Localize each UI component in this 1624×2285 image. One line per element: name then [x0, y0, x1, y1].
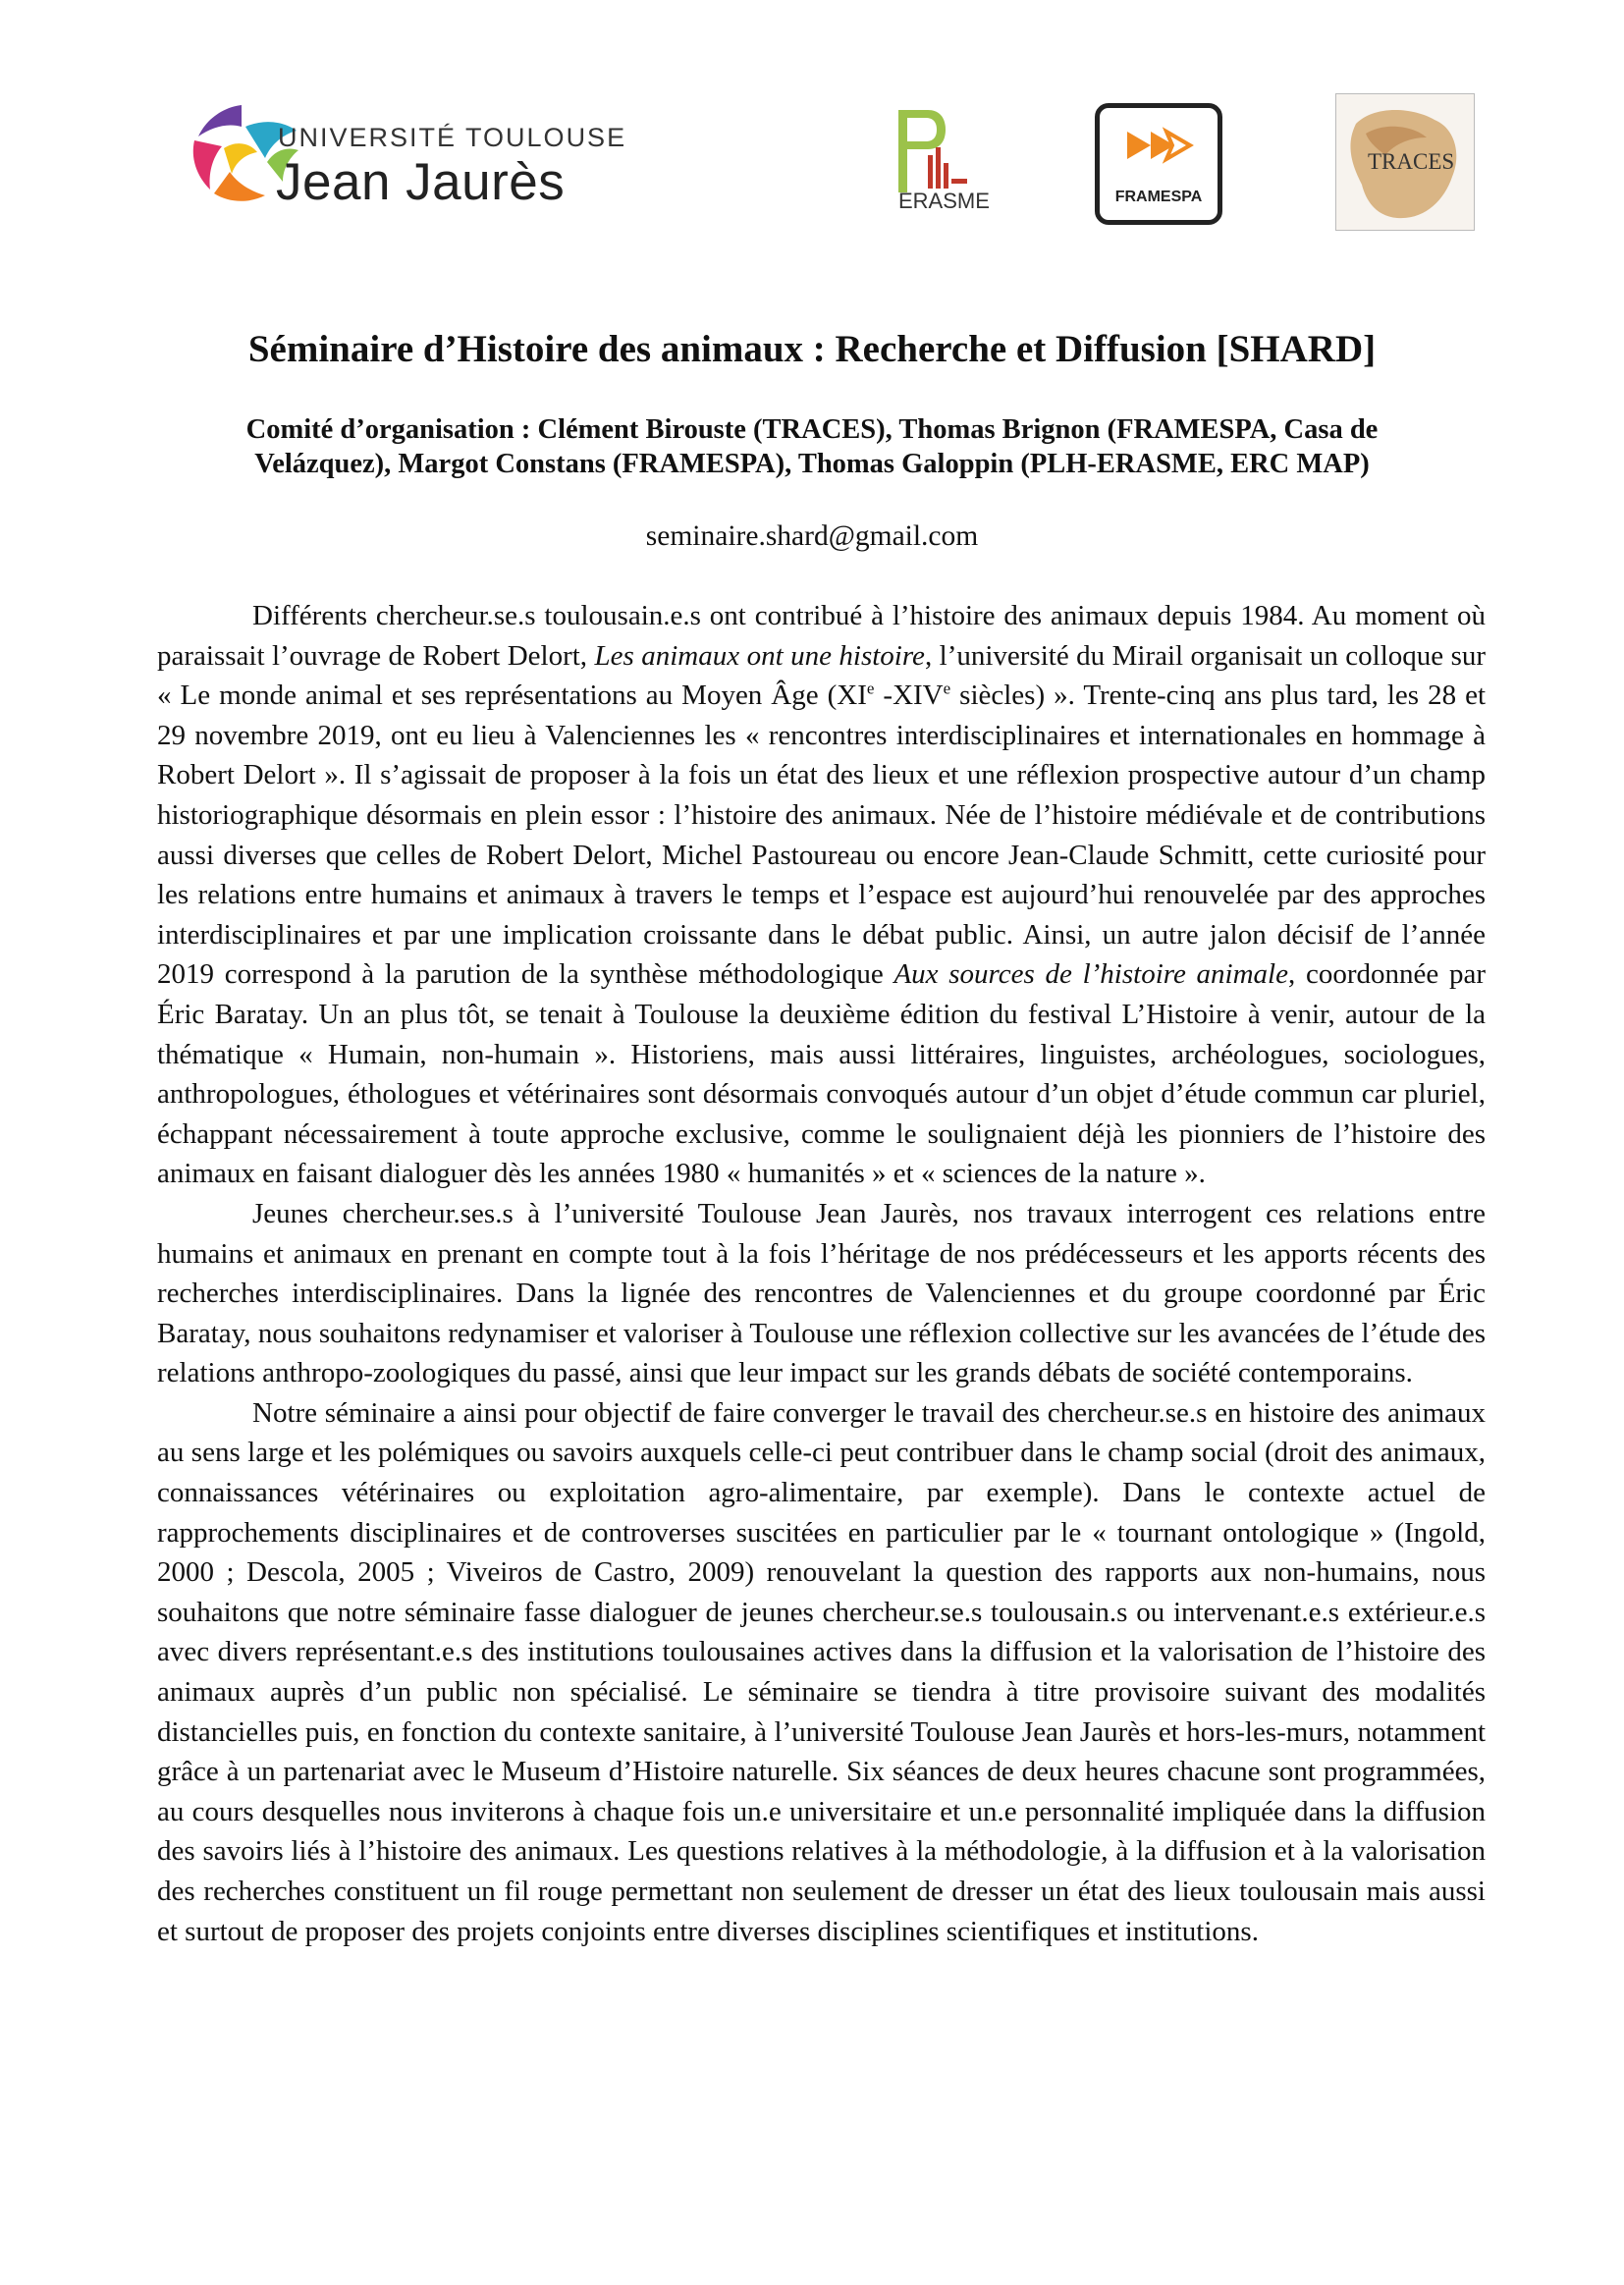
traces-logo	[1335, 93, 1475, 231]
p1-synthesis-title: Aux sources de l’histoire animale	[893, 958, 1288, 991]
paragraph-1	[157, 596, 1486, 1194]
plh-logo-text: ERASME	[898, 189, 990, 213]
framespa-logo-text: FRAMESPA	[1114, 189, 1203, 205]
p1-text-d: siècles) ». Trente-cinq ans plus tard, les 28 et 29 novembre 2019, ont eu lieu à Valenciennes les « rencontres interdisciplinaires et internationales en hommage à Robert Delort ». Il s’agissait de proposer à la fois un état des lieux et une réflexion prospective autour d’un champ historiographique désormais en plein essor : l’histoire des animaux. Née de l’histoire médiévale et de contributions aussi diverses que celles de Robert Delort, Michel Pastoureau ou encore Jean-Claude Schmitt, cette curiosité pour les relations entre humains et animaux à travers le temps et l’espace est aujourd’hui renouvelée par des approches interdisciplinaires et par une implication croissante dans le débat public. Ainsi, un autre jalon décisif de l’année 2019 correspond à la parution de la synthèse méthodologique	[157, 680, 1487, 991]
p1-text-e: , coordonnée par Éric Baratay. Un an plus tôt, se tenait à Toulouse la deuxième édition du festival L’Histoire à venir, autour de la thématique « Humain, non-humain ». Historiens, mais aussi littéraires, linguistes, archéologues, sociologues, anthropologues, éthologues et vétérinaires sont désormais convoqués autour d’un objet d’étude commun car pluriel, échappant nécessairement à toute approche exclusive, comme le soulignaient déjà les pionniers de l’histoire des animaux en faisant dialoguer dès les années 1980 « humanités » et « sciences de la nature ».	[157, 958, 1486, 1190]
framespa-logo	[1095, 103, 1222, 225]
body-text	[157, 596, 1486, 1951]
ut-logo-line2: Jean Jaurès	[276, 153, 566, 211]
p1-superscript-1: e	[866, 679, 875, 698]
framespa-arrows-icon	[1100, 108, 1218, 187]
paragraph-2: Jeunes chercheur.ses.s à l’université Toulouse Jean Jaurès, nos travaux interrogent ces relations entre humains et animaux en prenant en compte tout à la fois l’héritage de nos prédécesseurs et les apports récents des recherches interdisciplinaires. Dans la lignée des rencontres de Valenciennes et du groupe coordonné par Éric Baratay, nous souhaitons redynamiser et valoriser à Toulouse une réflexion collective sur les avancées de l’étude des relations anthropo-zoologiques du passé, ainsi que leur impact sur les grands débats de société contemporains.	[157, 1197, 1486, 1389]
plh-erasme-logo	[889, 108, 1016, 226]
logo-bar	[0, 93, 1624, 241]
paragraph-3: Notre séminaire a ainsi pour objectif de faire converger le travail des chercheur.se.s en histoire des animaux au sens large et les polémiques ou savoirs auxquels celle-ci peut contribuer dans le champ social (droit des animaux, connaissances vétérinaires ou exploitation agro-alimentaire, par exemple). Dans le contexte actuel de rapprochements disciplinaires et de controverses suscitées en particulier par le « tournant ontologique » (Ingold, 2000 ; Descola, 2005 ; Viveiros de Castro, 2009) renouvelant la question des rapports aux non-humains, nous souhaitons que notre séminaire fasse dialoguer de jeunes chercheur.se.s toulousain.s ou intervenant.e.s extérieur.e.s avec divers représentant.e.s des institutions toulousaines actives dans la diffusion et la valorisation de l’histoire des animaux auprès d’un public non spécialisé. Le séminaire se tiendra à titre provisoire suivant des modalités distancielles puis, en fonction du contexte sanitaire, à l’université Toulouse Jean Jaurès et hors-les-murs, notamment grâce à un partenariat avec le Museum d’Histoire naturelle. Six séances de deux heures chacune sont programmées, au cours desquelles nous inviterons à chaque fois un.e universitaire et un.e personnalité impliquée dans la diffusion des savoirs liés à l’histoire des animaux. Les questions relatives à la méthodologie, à la diffusion et à la valorisation des recherches constituent un fil rouge permettant non seulement de dresser un état des lieux toulousain mais aussi et surtout de proposer des projets conjoints entre diverses disciplines scientifiques et institutions.	[157, 1396, 1486, 1947]
contact-email: seminaire.shard@gmail.com	[645, 520, 979, 552]
universite-toulouse-logo	[185, 93, 646, 211]
p1-book-title: Les animaux ont une histoire	[594, 639, 925, 672]
p1-text-c: -XIV	[874, 680, 944, 712]
organizing-committee: Comité d’organisation : Clément Birouste (TRACES), Thomas Brignon (FRAMESPA, Casa de Velázquez), Margot Constans (FRAMESPA), Thomas Galoppin (PLH-ERASME, ERC MAP)	[245, 414, 1379, 479]
p1-text-a: Différents chercheur.se.s toulousain.e.s ont contribué à l’histoire des animaux depuis 1984. Au moment où paraissait l’ouvrage de Robert Delort,	[157, 600, 1486, 672]
ut-logo-line1: UNIVERSITÉ TOULOUSE	[278, 123, 627, 152]
p1-superscript-2: e	[943, 679, 951, 698]
p1-text-b: , l’université du Mirail organisait un colloque sur « Le monde animal et ses représentations au Moyen Âge (XI	[157, 639, 1487, 712]
traces-logo-text: TRACES	[1368, 149, 1455, 174]
plh-mark-icon	[889, 108, 1016, 196]
document-title: Séminaire d’Histoire des animaux : Recherche et Diffusion [SHARD]	[247, 328, 1377, 370]
